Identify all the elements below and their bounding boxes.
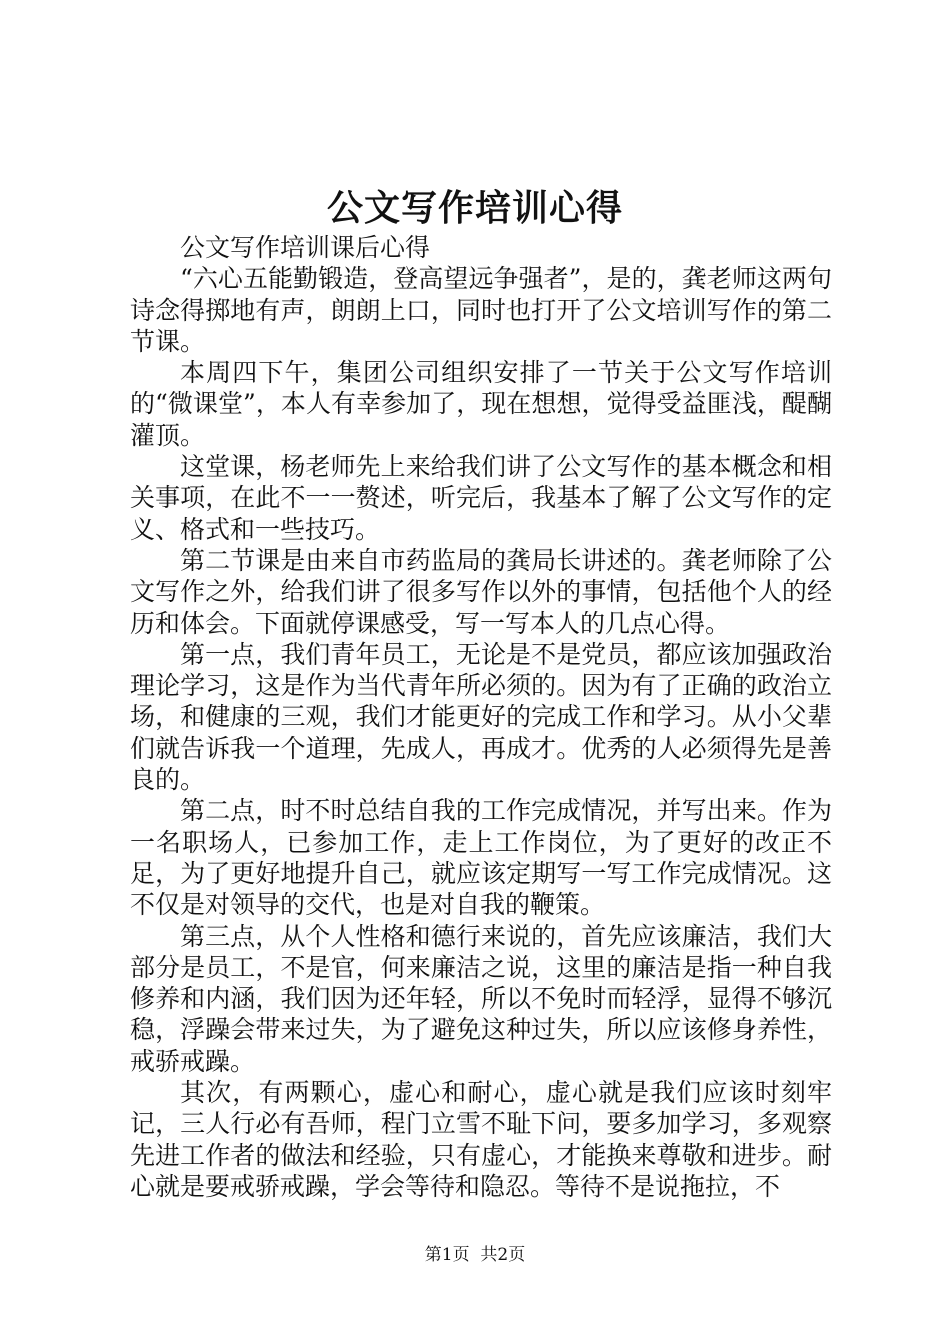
paragraph: 其次，有两颗心，虚心和耐心，虚心就是我们应该时刻牢记，三人行必有吾师，程门立雪不耻下问，要多加学习，多观察先进工作者的做法和经验，只有虚心，才能换来尊敬和进步。耐心就是要戒骄戒躁，学会等待和隐忍。等待不是说拖拉，不: [130, 1078, 832, 1201]
paragraph: 这堂课，杨老师先上来给我们讲了公文写作的基本概念和相关事项，在此不一一赘述，听完后，我基本了解了公文写作的定义、格式和一些技巧。: [130, 452, 832, 544]
paragraph: 公文写作培训课后心得: [180, 233, 431, 262]
page-title: 公文写作培训心得: [326, 187, 623, 229]
paragraph: 本周四下午，集团公司组织安排了一节关于公文写作培训的“微课堂”，本人有幸参加了，现在想想，觉得受益匪浅，醍醐灌顶。: [130, 358, 832, 450]
paragraph: 第二节课是由来自市药监局的龚局长讲述的。龚老师除了公文写作之外，给我们讲了很多写作以外的事情，包括他个人的经历和体会。下面就停课感受，写一写本人的几点心得。: [130, 545, 832, 638]
paragraph: 第二点，时不时总结自我的工作完成情况，并写出来。作为一名职场人，已参加工作，走上工作岗位，为了更好的改正不足，为了更好地提升自己，就应该定期写一写工作完成情况。这不仅是对领导的交代，也是对自我的鞭策。: [130, 796, 832, 920]
document-body: [130, 232, 832, 1202]
page-number: 第1页: [424, 1245, 470, 1265]
page-footer: [0, 1244, 950, 1266]
page-total: 共2页: [480, 1245, 526, 1265]
paragraph: “六心五能勤锻造，登高望远争强者”，是的，龚老师这两句诗念得掷地有声，朗朗上口，同时也打开了公文培训写作的第二节课。: [130, 264, 832, 356]
paragraph: 第三点，从个人性格和德行来说的，首先应该廉洁，我们大部分是员工，不是官，何来廉洁之说，这里的廉洁是指一种自我修养和内涵，我们因为还年轻，所以不免时而轻浮，显得不够沉稳，浮躁会带来过失，为了避免这种过失，所以应该修身养性，戒骄戒躁。: [130, 921, 832, 1076]
paragraph: 第一点，我们青年员工，无论是不是党员，都应该加强政治理论学习，这是作为当代青年所必须的。因为有了正确的政治立场，和健康的三观，我们才能更好的完成工作和学习。从小父辈们就告诉我一个道理，先成人，再成才。优秀的人必须得先是善良的。: [130, 639, 832, 795]
